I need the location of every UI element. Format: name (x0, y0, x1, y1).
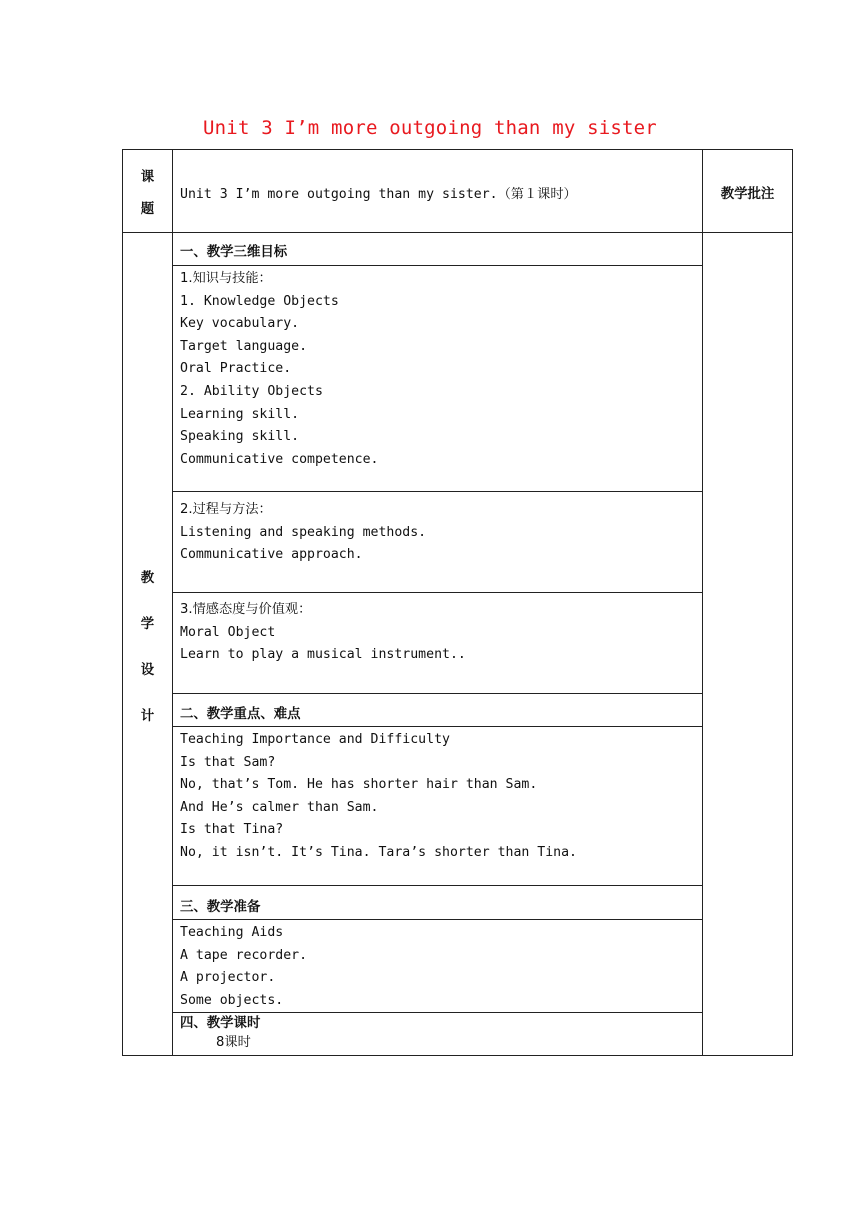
text-line: Learn to play a musical instrument.. (180, 647, 466, 663)
row-divider (172, 592, 703, 593)
table-header-divider (122, 232, 793, 233)
design-label-char: 教 (140, 571, 155, 586)
key-points-block (180, 729, 577, 865)
text-line: No, it isn’t. It’s Tina. Tara’s shorter than Tina. (180, 844, 577, 860)
knowledge-block (180, 268, 379, 471)
text-line: A tape recorder. (180, 947, 308, 963)
text-line: Listening and speaking methods. (180, 524, 427, 540)
process-block (180, 499, 426, 567)
preparation-heading: 三、教学准备 (180, 900, 261, 915)
text-line: A projector. (180, 970, 276, 986)
topic-label-char: 题 (140, 202, 155, 217)
text-line: 1.知识与技能： (180, 271, 272, 286)
text-line: Target language. (180, 338, 308, 354)
text-line: Teaching Importance and Difficulty (180, 732, 450, 747)
design-label-char: 计 (140, 709, 155, 724)
text-line: And He’s calmer than Sam. (180, 799, 379, 815)
topic-label-char: 课 (140, 170, 155, 185)
table-border-bottom (122, 1055, 793, 1056)
text-line: No, that’s Tom. He has shorter hair than Sam. (180, 777, 538, 793)
key-points-heading: 二、教学重点、难点 (180, 707, 301, 722)
text-line: Communicative approach. (180, 547, 363, 563)
design-label-char: 设 (140, 663, 155, 678)
row-divider (172, 265, 703, 266)
notes-column-label: 教学批注 (720, 187, 775, 202)
hours-text: 8课时 (216, 1035, 251, 1050)
text-line: Some objects. (180, 992, 284, 1008)
row-divider (172, 885, 703, 886)
text-line: 2. Ability Objects (180, 383, 323, 399)
design-label-char: 学 (140, 617, 155, 632)
text-line: Teaching Aids (180, 925, 284, 940)
row-divider (172, 693, 703, 694)
text-line: Speaking skill. (180, 429, 300, 445)
topic-text: Unit 3 I’m more outgoing than my sister.（第１课时） (180, 187, 577, 202)
table-border-top (122, 149, 793, 150)
text-line: Moral Object (180, 624, 276, 640)
hours-heading: 四、教学课时 (180, 1016, 261, 1031)
text-line: Is that Sam? (180, 754, 276, 770)
text-line: 3.情感态度与价值观： (180, 602, 312, 617)
text-line: Learning skill. (180, 406, 300, 422)
text-line: Communicative competence. (180, 451, 379, 467)
preparation-block (180, 922, 307, 1012)
table-border-left (122, 149, 123, 1056)
text-line: Key vocabulary. (180, 316, 300, 332)
objectives-heading: 一、教学三维目标 (180, 245, 288, 260)
table-border-right (792, 149, 793, 1056)
text-line: Is that Tina? (180, 822, 284, 838)
text-line: 1. Knowledge Objects (180, 293, 339, 309)
text-line: Oral Practice. (180, 361, 292, 377)
emotion-block (180, 599, 466, 667)
text-line: 2.过程与方法： (180, 502, 272, 517)
document-title: Unit 3 I’m more outgoing than my sister (203, 117, 657, 139)
row-divider (172, 491, 703, 492)
